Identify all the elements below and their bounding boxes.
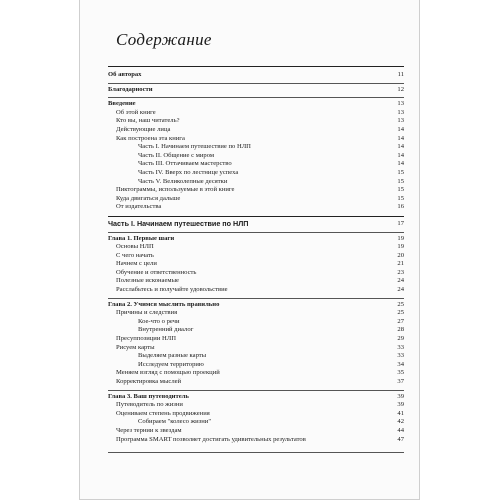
- toc-entry-page: 13: [397, 108, 404, 116]
- toc-entry: [108, 277, 404, 286]
- toc-entry: [108, 260, 404, 269]
- toc-entry-page: 39: [397, 392, 404, 400]
- toc-entry-page: 15: [397, 186, 404, 194]
- toc-entry-page: 14: [397, 160, 404, 168]
- toc-entry-title: Полезные исконаемые: [116, 277, 179, 285]
- toc-entry-title: Кто вы, наш читатель?: [116, 117, 180, 125]
- toc-entry-title: Оцениваем степень продвижения: [116, 409, 210, 417]
- toc-entry-page: 27: [397, 317, 404, 325]
- toc-entry: [108, 361, 404, 370]
- toc-entry-title: Часть III. Оттачиваем мастерство: [138, 160, 232, 168]
- toc-entry-page: 23: [397, 268, 404, 276]
- toc-entry-page: 19: [397, 243, 404, 251]
- toc-entry-title: Часть II. Общение с миром: [138, 151, 215, 159]
- toc-entry-title: Глава 1. Первые шаги: [108, 234, 175, 242]
- toc-entry-title: Внутренний диалог: [138, 326, 194, 334]
- toc-chapter: [108, 100, 404, 109]
- toc-chapter: [108, 393, 404, 402]
- toc-entry-page: 14: [397, 143, 404, 151]
- toc-entry: [108, 286, 404, 295]
- toc-entry-title: Часть I. Начинаем путешествие по НЛП: [138, 143, 251, 151]
- toc-entry: [108, 186, 404, 195]
- section-divider: [108, 97, 404, 98]
- toc-entry-page: 33: [397, 343, 404, 351]
- toc-entry-page: 17: [397, 219, 404, 227]
- toc-entry-title: Кое-что о речи: [138, 317, 180, 325]
- toc-entry-page: 29: [397, 335, 404, 343]
- toc-entry-title: Путеводитель по жизни: [116, 401, 183, 409]
- page-title: Содержание: [116, 30, 212, 49]
- toc-entry-page: 14: [397, 134, 404, 142]
- toc-entry: [108, 143, 404, 152]
- toc-entry-title: Выделяем разные карты: [138, 352, 207, 360]
- book-page: [79, 0, 420, 500]
- toc-entry: [108, 126, 404, 135]
- toc-entry: [108, 401, 404, 410]
- toc-entry-page: 19: [397, 234, 404, 242]
- toc-entry: [108, 178, 404, 187]
- toc-entry: [108, 160, 404, 169]
- toc-part-heading: [108, 220, 404, 229]
- toc-entry: [108, 109, 404, 118]
- toc-entry-page: 42: [397, 418, 404, 426]
- toc-entry: [108, 326, 404, 335]
- toc-entry: [108, 410, 404, 419]
- toc-entry-title: Через тернии к звездам: [116, 426, 182, 434]
- toc-entry: [108, 195, 404, 204]
- toc-entry-page: 39: [397, 401, 404, 409]
- toc-entry-title: Глава 2. Учимся мыслить правильно: [108, 300, 220, 308]
- toc-entry-title: Об авторах: [108, 71, 142, 78]
- toc-entry: [108, 335, 404, 344]
- toc-entry-page: 33: [397, 352, 404, 360]
- toc-entry-page: 13: [397, 100, 404, 108]
- toc-chapter: [108, 301, 404, 310]
- toc-entry-title: Рисуем карты: [116, 343, 155, 351]
- toc-entry-title: Исследуем территорию: [138, 360, 204, 368]
- table-of-contents: [108, 71, 404, 444]
- bottom-divider: [108, 452, 404, 453]
- toc-entry: [108, 243, 404, 252]
- toc-entry-page: 20: [397, 251, 404, 259]
- toc-entry-page: 21: [397, 260, 404, 268]
- toc-entry-title: Благодарности: [108, 85, 153, 93]
- toc-entry-title: Введение: [108, 100, 136, 108]
- toc-entry: [108, 427, 404, 436]
- toc-entry: [108, 436, 404, 445]
- toc-entry: [108, 378, 404, 387]
- title-divider: [108, 66, 404, 67]
- toc-entry-title: Куда двигаться дальше: [116, 194, 181, 202]
- toc-entry-title: Начнем с цели: [116, 260, 157, 268]
- toc-entry: [108, 117, 404, 126]
- toc-chapter: [108, 71, 404, 80]
- toc-entry-title: Об этой книге: [116, 108, 156, 116]
- toc-entry-page: 16: [397, 203, 404, 211]
- toc-entry-page: 15: [397, 194, 404, 202]
- toc-entry-title: Основы НЛП: [116, 243, 154, 251]
- section-divider: [108, 298, 404, 299]
- toc-entry-page: 28: [397, 326, 404, 334]
- toc-entry-title: Часть IV. Вверх по лестнице успеха: [138, 168, 239, 176]
- toc-entry-page: 25: [397, 309, 404, 317]
- section-divider: [108, 232, 404, 233]
- toc-entry: [108, 309, 404, 318]
- toc-entry-page: 37: [397, 378, 404, 385]
- toc-entry-title: Причины и следствия: [116, 309, 178, 317]
- toc-entry: [108, 352, 404, 361]
- toc-entry-title: Пиктограммы, используемые в этой книге: [116, 186, 235, 194]
- toc-entry: [108, 369, 404, 378]
- toc-entry: [108, 252, 404, 261]
- toc-entry-page: 15: [397, 177, 404, 185]
- toc-entry: [108, 318, 404, 327]
- toc-entry-page: 44: [397, 426, 404, 434]
- toc-entry-title: Корректировка мыслей: [116, 378, 182, 385]
- toc-entry-page: 25: [397, 300, 404, 308]
- toc-entry-title: Глава 3. Ваш путеводитель: [108, 392, 189, 400]
- toc-entry-title: От издательства: [116, 203, 162, 211]
- toc-entry-title: Действующие лица: [116, 125, 171, 133]
- toc-entry-page: 11: [397, 71, 404, 78]
- toc-entry-title: Обучение и ответственность: [116, 268, 197, 276]
- section-divider: [108, 390, 404, 391]
- section-divider: [108, 216, 404, 217]
- toc-entry: [108, 135, 404, 144]
- toc-entry-page: 14: [397, 125, 404, 133]
- toc-entry-page: 41: [397, 409, 404, 417]
- toc-entry: [108, 344, 404, 353]
- toc-entry-title: Часть I. Начинаем путешествие по НЛП: [108, 218, 249, 228]
- toc-entry: [108, 418, 404, 427]
- toc-entry-page: 15: [397, 168, 404, 176]
- toc-entry-title: Меняем взгляд с помощью проекций: [116, 369, 220, 377]
- section-divider: [108, 83, 404, 84]
- toc-chapter: [108, 235, 404, 244]
- toc-entry-title: Часть V. Великолепные десятки: [138, 177, 228, 185]
- toc-entry-title: Пресуппозиции НЛП: [116, 335, 177, 343]
- toc-entry-title: С чего начать: [116, 251, 154, 259]
- toc-entry: [108, 152, 404, 161]
- toc-entry: [108, 203, 404, 212]
- toc-entry-page: 24: [397, 277, 404, 285]
- toc-entry-title: Как построена эта книга: [116, 134, 185, 142]
- toc-chapter: [108, 86, 404, 95]
- toc-entry-page: 47: [397, 435, 404, 443]
- toc-entry-title: Собираем "колесо жизни": [138, 418, 212, 426]
- toc-entry-title: Расслабьтесь и получайте удовольствие: [116, 286, 228, 294]
- toc-entry-title: Программа SMART позволяет достигать удивительных результатов: [116, 435, 306, 443]
- toc-entry: [108, 169, 404, 178]
- toc-entry-page: 24: [397, 286, 404, 294]
- toc-entry-page: 14: [397, 151, 404, 159]
- toc-entry-page: 12: [397, 85, 404, 93]
- toc-entry-page: 34: [397, 360, 404, 368]
- toc-entry: [108, 269, 404, 278]
- toc-entry-page: 35: [397, 369, 404, 377]
- toc-entry-page: 13: [397, 117, 404, 125]
